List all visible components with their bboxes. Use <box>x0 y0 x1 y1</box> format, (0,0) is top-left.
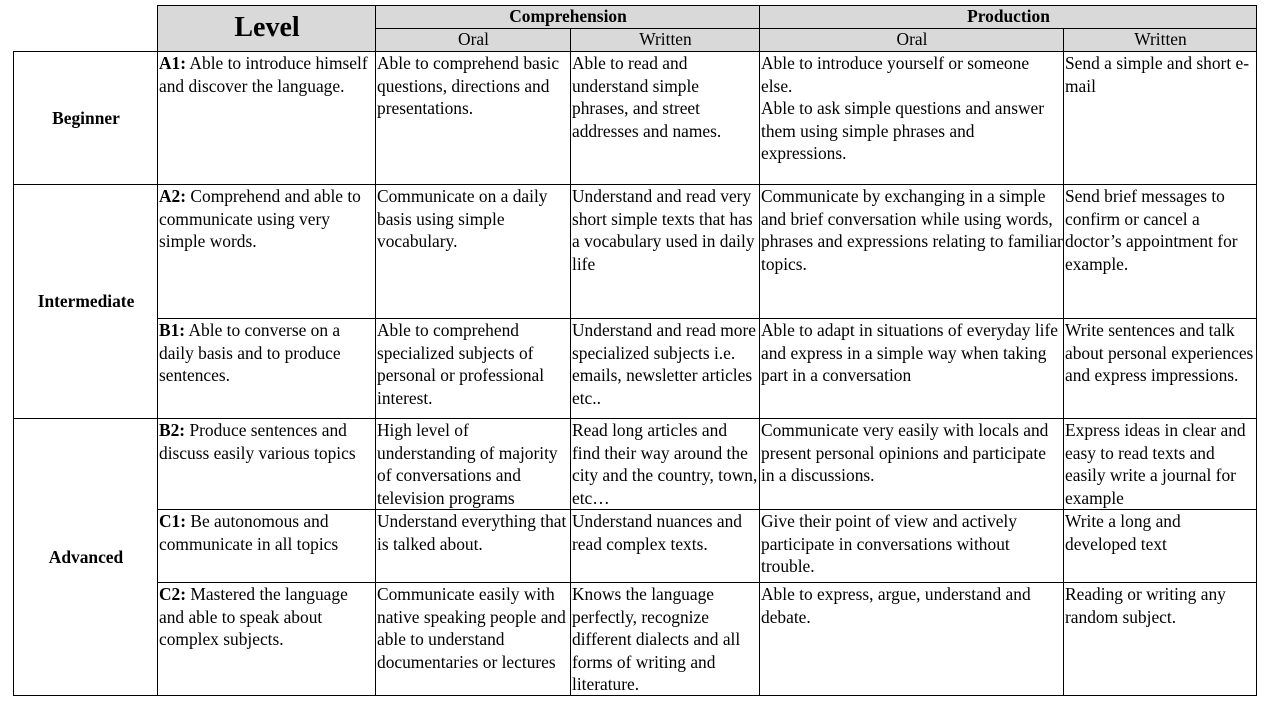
level-cell-b2 <box>157 418 376 510</box>
comp-oral-cell-b2: High level of understanding of majority of conversations and television programs <box>375 418 571 510</box>
comp-oral-cell-a2: Communicate on a daily basis using simple vocabulary. <box>375 184 571 319</box>
level-description: Produce sentences and discuss easily various topics <box>159 420 356 463</box>
prod-written-cell-a1: Send a simple and short e-mail <box>1063 51 1257 185</box>
level-description: Be autonomous and communicate in all topics <box>159 511 339 554</box>
comp-written-cell-a1: Able to read and understand simple phrases, and street addresses and names. <box>570 51 760 185</box>
level-header: Level <box>157 5 376 52</box>
production-oral-header: Oral <box>759 28 1064 52</box>
level-cell-a2 <box>157 184 376 319</box>
comprehension-header: Comprehension <box>375 5 760 29</box>
production-written-header: Written <box>1063 28 1257 52</box>
level-code: C2: <box>159 584 187 604</box>
level-description: Able to introduce himself and discover the language. <box>159 53 368 96</box>
level-description: Comprehend and able to communicate using very simple words. <box>159 186 361 251</box>
comp-written-cell-b1: Understand and read more specialized subjects i.e. emails, newsletter articles etc.. <box>570 318 760 419</box>
comp-written-cell-c1: Understand nuances and read complex texts. <box>570 509 760 583</box>
level-code: B2: <box>159 420 186 440</box>
prod-oral-cell-b1: Able to adapt in situations of everyday life and express in a simple way when taking part in a conversation <box>759 318 1064 419</box>
level-cell-c1 <box>157 509 376 583</box>
prod-written-cell-b2: Express ideas in clear and easy to read texts and easily write a journal for example <box>1063 418 1257 510</box>
level-cell-c2 <box>157 582 376 696</box>
comp-oral-cell-b1: Able to comprehend specialized subjects of personal or professional interest. <box>375 318 571 419</box>
prod-written-cell-c1: Write a long and developed text <box>1063 509 1257 583</box>
group-advanced: Advanced <box>13 418 158 696</box>
prod-oral-cell-a1: Able to introduce yourself or someone else. Able to ask simple questions and answer them using simple phrases and expressions. <box>759 51 1064 185</box>
comp-written-cell-a2: Understand and read very short simple texts that has a vocabulary used in daily life <box>570 184 760 319</box>
prod-written-cell-a2: Send brief messages to confirm or cancel a doctor’s appointment for example. <box>1063 184 1257 319</box>
level-code: A1: <box>159 53 187 73</box>
comprehension-written-header: Written <box>570 28 760 52</box>
prod-written-cell-b1: Write sentences and talk about personal experiences and express impressions. <box>1063 318 1257 419</box>
comprehension-oral-header: Oral <box>375 28 571 52</box>
prod-oral-cell-a2: Communicate by exchanging in a simple and brief conversation while using words, phrases and expressions relating to familiar topics. <box>759 184 1064 319</box>
level-code: A2: <box>159 186 187 206</box>
level-description: Mastered the language and able to speak about complex subjects. <box>159 584 348 649</box>
prod-oral-cell-c1: Give their point of view and actively participate in conversations without trouble. <box>759 509 1064 583</box>
production-header: Production <box>759 5 1257 29</box>
level-cell-a1 <box>157 51 376 185</box>
level-cell-b1 <box>157 318 376 419</box>
prod-written-cell-c2: Reading or writing any random subject. <box>1063 582 1257 696</box>
prod-oral-cell-c2: Able to express, argue, understand and debate. <box>759 582 1064 696</box>
group-intermediate: Intermediate <box>13 184 158 419</box>
comp-oral-cell-c1: Understand everything that is talked about. <box>375 509 571 583</box>
level-code: C1: <box>159 511 187 531</box>
level-description: Able to converse on a daily basis and to produce sentences. <box>159 320 341 385</box>
comp-written-cell-b2: Read long articles and find their way around the city and the country, town, etc… <box>570 418 760 510</box>
comp-oral-cell-c2: Communicate easily with native speaking people and able to understand documentaries or lectures <box>375 582 571 696</box>
comp-oral-cell-a1: Able to comprehend basic questions, directions and presentations. <box>375 51 571 185</box>
comp-written-cell-c2: Knows the language perfectly, recognize different dialects and all forms of writing and literature. <box>570 582 760 696</box>
level-code: B1: <box>159 320 186 340</box>
group-beginner: Beginner <box>13 51 158 185</box>
prod-oral-cell-b2: Communicate very easily with locals and present personal opinions and participate in a discussions. <box>759 418 1064 510</box>
